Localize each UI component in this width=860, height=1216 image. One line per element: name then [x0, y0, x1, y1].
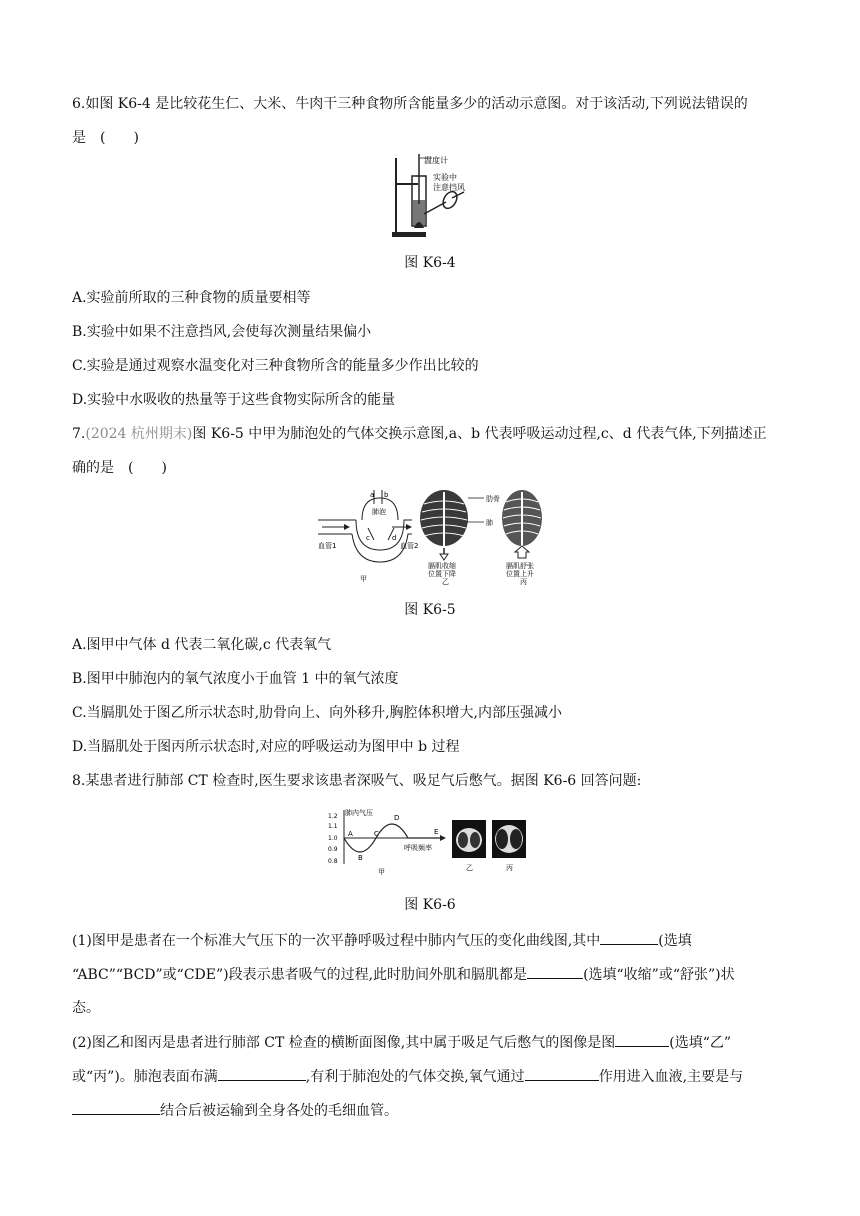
- answer-blank-6[interactable]: [72, 1100, 160, 1115]
- label-rib: 肋骨: [486, 495, 500, 503]
- q7-option-a: A.图甲中气体 d 代表二氧化碳,c 代表氧气: [72, 637, 332, 653]
- q6-stem-line1: 6.如图 K6-4 是比较花生仁、大米、牛肉干三种食物所含能量多少的活动示意图。对于该活动,下列说法错误的: [72, 96, 748, 112]
- point-d: D: [394, 814, 400, 822]
- ribcage-yi: [420, 490, 468, 546]
- point-e: E: [434, 828, 439, 836]
- panel-jia: 甲: [360, 575, 367, 583]
- q7-option-b: B.图甲中肺泡内的氧气浓度小于血管 1 中的氧气浓度: [72, 671, 399, 687]
- ytick-1-2: 1.2: [328, 813, 338, 820]
- panel-yi-8: 乙: [466, 864, 473, 872]
- chart-ylabel: 肺内气压: [345, 809, 373, 817]
- q6-option-b: B.实验中如果不注意挡风,会使每次测量结果偏小: [72, 324, 372, 340]
- label-c: c: [366, 534, 370, 542]
- q7-stem-line2: 确的是 ( ): [72, 460, 167, 476]
- answer-blank-5[interactable]: [525, 1066, 599, 1081]
- label-lung: 肺: [486, 519, 493, 527]
- ytick-0-9: 0.9: [328, 846, 338, 853]
- caption-k6-5: 图 K6-5: [404, 602, 456, 618]
- q8-p1-a: (1)图甲是患者在一个标准大气压下的一次平静呼吸过程中肺内气压的变化曲线图,其中: [72, 933, 601, 949]
- ytick-1-0: 1.0: [328, 835, 338, 842]
- figure-k6-5: [316, 488, 546, 588]
- figure-k6-4: [384, 152, 474, 242]
- answer-blank-1[interactable]: [600, 930, 658, 945]
- q6-option-c: C.实验是通过观察水温变化对三种食物所含的能量多少作出比较的: [72, 358, 479, 374]
- label-vessel1: 血管1: [318, 542, 337, 550]
- point-c: C: [374, 830, 379, 838]
- caption-k6-6: 图 K6-6: [404, 897, 456, 913]
- figure-k6-6: [328, 806, 528, 878]
- label-bing-2: 位置上升: [506, 570, 534, 578]
- q8-p2-f: 结合后被运输到全身各处的毛细血管。: [160, 1103, 398, 1119]
- q8-p1-b: (选填: [658, 933, 692, 949]
- label-alveolus: 肺泡: [372, 508, 386, 516]
- q6-stem-line2: 是 ( ): [72, 130, 139, 146]
- point-b: B: [358, 854, 363, 862]
- label-vessel2: 血管2: [400, 542, 419, 550]
- q8-p2-d: ,有利于肺泡处的气体交换,氧气通过: [305, 1069, 525, 1085]
- panel-bing-8: 丙: [506, 864, 513, 872]
- q7-stem-line1: [72, 424, 767, 444]
- q8-part2-line1: [72, 1032, 731, 1053]
- ribcage-bing: [502, 490, 542, 546]
- q8-part1-line2: [72, 964, 735, 985]
- q6-option-a: A.实验前所取的三种食物的质量要相等: [72, 290, 311, 306]
- q8-part1-line3: 态。: [72, 1000, 100, 1016]
- label-note1: 实验中: [433, 173, 457, 182]
- q8-p2-b: (选填“乙”: [669, 1035, 732, 1051]
- label-a: a: [370, 491, 375, 499]
- q8-p1-d: (选填“收缩”或“舒张”)状: [583, 967, 735, 983]
- panel-yi: 乙: [442, 578, 449, 586]
- q8-p2-e: 作用进入血液,主要是与: [598, 1069, 744, 1085]
- caption-k6-4: 图 K6-4: [404, 255, 456, 271]
- point-a: A: [348, 830, 353, 838]
- q8-part2-line2: [72, 1066, 743, 1087]
- ytick-0-8: 0.8: [328, 858, 338, 865]
- q7-option-c: C.当膈肌处于图乙所示状态时,肋骨向上、向外移升,胸腔体积增大,内部压强减小: [72, 705, 563, 721]
- q8-part1-line1: [72, 930, 692, 951]
- q7-stem-rest: 图 K6-5 中甲为肺泡处的气体交换示意图,a、b 代表呼吸运动过程,c、d 代表气体,下列描述正: [192, 426, 767, 442]
- q8-stem: 8.某患者进行肺部 CT 检查时,医生要求该患者深吸气、吸足气后憋气。据图 K6-6 回答问题:: [72, 773, 642, 789]
- label-d: d: [392, 534, 397, 542]
- panel-bing: 丙: [520, 578, 527, 586]
- label-yi-2: 位置下降: [428, 570, 456, 578]
- label-note2: 注意挡风: [433, 183, 465, 192]
- q7-number: 7.: [72, 426, 86, 442]
- answer-blank-4[interactable]: [218, 1066, 306, 1081]
- q8-p2-c: 或“丙”)。肺泡表面布满: [72, 1069, 218, 1085]
- label-bing-1: 膈肌舒张: [506, 562, 534, 570]
- q8-p1-c: “ABC”“BCD”或“CDE”)段表示患者吸气的过程,此时肋间外肌和膈肌都是: [72, 967, 528, 983]
- q6-option-d: D.实验中水吸收的热量等于这些食物实际所含的能量: [72, 392, 396, 408]
- q7-source: (2024 杭州期末): [85, 426, 193, 442]
- panel-jia-8: 甲: [378, 868, 385, 876]
- answer-blank-2[interactable]: [527, 964, 583, 979]
- label-b: b: [384, 491, 389, 499]
- q8-part2-line3: [72, 1100, 398, 1121]
- ytick-1-1: 1.1: [328, 823, 338, 830]
- answer-blank-3[interactable]: [615, 1032, 669, 1047]
- label-thermometer: 温度计: [424, 156, 448, 165]
- q8-p2-a: (2)图乙和图丙是患者进行肺部 CT 检查的横断面图像,其中属于吸足气后憋气的图像是图: [72, 1035, 616, 1051]
- chart-xlabel: 呼吸频率: [404, 844, 432, 852]
- label-yi-1: 膈肌收缩: [428, 562, 456, 570]
- q7-option-d: D.当膈肌处于图丙所示状态时,对应的呼吸运动为图甲中 b 过程: [72, 739, 460, 755]
